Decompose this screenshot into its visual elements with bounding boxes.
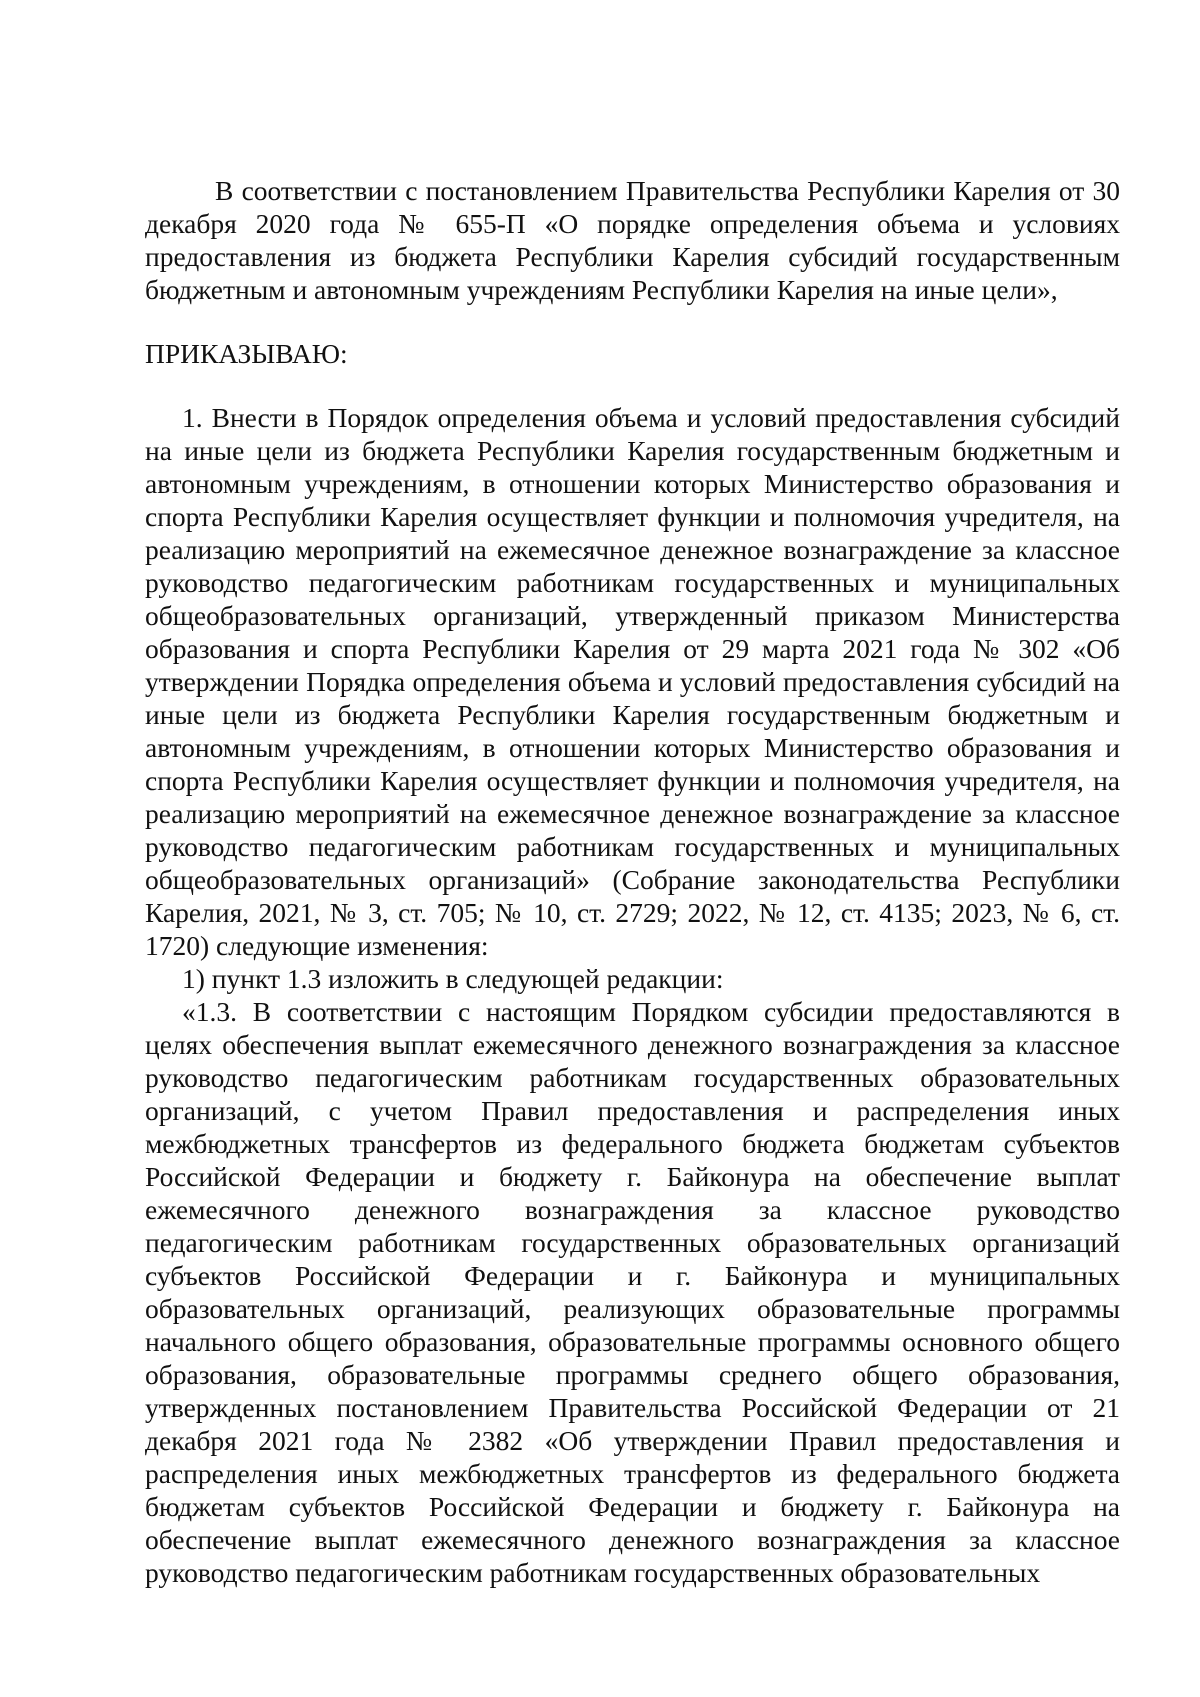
intro-paragraph: В соответствии с постановлением Правительства Республики Карелия от 30 декабря 2020 года № 655-П «О порядке определения объема и условиях предоставления из бюджета Республики Карелия субсидий государственным бюджетным и автономным учреждениям Республики Карелия на иные цели»,: [145, 175, 1120, 305]
subitem-1: 1) пункт 1.3 изложить в следующей редакции:: [182, 963, 724, 994]
paragraph-1: 1. Внести в Порядок определения объема и условий предоставления субсидий на иные цели из бюджета Республики Карелия государственным бюджетным и автономным учреждениям, в отношении которых Министерство образования и спорта Республики Карелия осуществляет функции и полномочия учредителя, на реализацию мероприятий на ежемесячное денежное вознаграждение за классное руководство педагогическим работникам государственных и муниципальных общеобразовательных организаций, утвержденный приказом Министерства образования и спорта Республики Карелия от 29 марта 2021 года № 302 «Об утверждении Порядка определения объема и условий предоставления субсидий на иные цели из бюджета Республики Карелия государственным бюджетным и автономным учреждениям, в отношении которых Министерство образования и спорта Республики Карелия осуществляет функции и полномочия учредителя, на реализацию мероприятий на ежемесячное денежное вознаграждение за классное руководство педагогическим работникам государственных и муниципальных общеобразовательных организаций» (Собрание законодательства Республики Карелия, 2021, № 3, ст. 705; № 10, ст. 2729; 2022, № 12, ст. 4135; 2023, № 6, ст. 1720) следующие изменения:: [145, 402, 1120, 961]
body-section: [145, 401, 1120, 1589]
order-heading: ПРИКАЗЫВАЮ:: [145, 338, 348, 369]
intro-section: [145, 174, 1120, 306]
quoted-paragraph: «1.3. В соответствии с настоящим Порядком субсидии предоставляются в целях обеспечения выплат ежемесячного денежного вознаграждения за классное руководство педагогическим работникам государственных образовательных организаций, с учетом Правил предоставления и распределения иных межбюджетных трансфертов из федерального бюджета бюджетам субъектов Российской Федерации и бюджету г. Байконура на обеспечение выплат ежемесячного денежного вознаграждения за классное руководство педагогическим работникам государственных образовательных организаций субъектов Российской Федерации и г. Байконура и муниципальных образовательных организаций, реализующих образовательные программы начального общего образования, образовательные программы основного общего образования, образовательные программы среднего общего образования, утвержденных постановлением Правительства Российской Федерации от 21 декабря 2021 года № 2382 «Об утверждении Правил предоставления и распределения иных межбюджетных трансфертов из федерального бюджета бюджетам субъектов Российской Федерации и бюджету г. Байконура на обеспечение выплат ежемесячного денежного вознаграждения за классное руководство педагогическим работникам государственных образовательных: [145, 996, 1120, 1588]
